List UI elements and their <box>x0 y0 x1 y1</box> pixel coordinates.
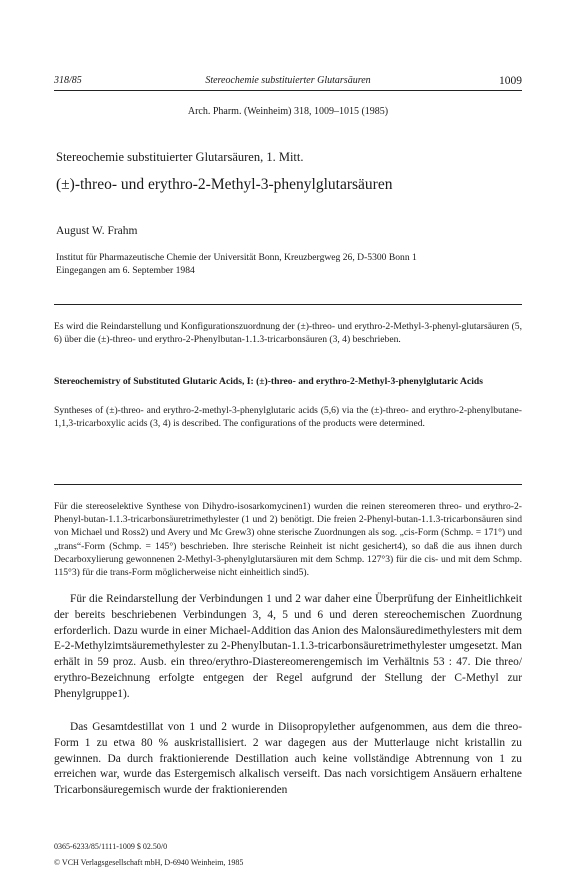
running-title: Stereochemie substituierter Glutarsäuren <box>205 75 371 86</box>
received-date: Eingegangen am 6. September 1984 <box>56 264 195 276</box>
main-title: (±)-threo- und erythro-2-Methyl-3-phenylglutarsäuren <box>56 176 393 193</box>
abstract-top-rule <box>54 304 522 305</box>
copyright: © VCH Verlagsgesellschaft mbH, D-6940 Weinheim, 1985 <box>54 858 244 867</box>
abstract-german: Es wird die Reindarstellung und Konfigurationszuordnung der (±)-threo- und erythro-2-Methyl-3-phenyl-glutarsäuren (5, 6) über die (±)-threo- und erythro-2-Phenylbutan-1.1.3-tricarbonsäuren (3, 4) beschrieben. <box>54 321 522 346</box>
page-number: 1009 <box>499 75 522 87</box>
series-title: Stereochemie substituierter Glutarsäuren, 1. Mitt. <box>56 150 304 164</box>
abstract-bottom-rule <box>54 484 522 485</box>
header-rule <box>54 90 522 91</box>
issn-code: 0365-6233/85/1111-1009 $ 02.50/0 <box>54 842 168 851</box>
journal-volume: 318/85 <box>54 75 82 86</box>
english-title: Stereochemistry of Substituted Glutaric Acids, I: (±)-threo- and erythro-2-Methyl-3-phenylglutaric Acids <box>54 376 483 387</box>
citation: Arch. Pharm. (Weinheim) 318, 1009–1015 (1985) <box>187 106 389 117</box>
body-paragraph-3: Das Gesamtdestillat von 1 und 2 wurde in Diisopropylether aufgenommen, aus dem die threo-Form 1 zu etwa 80 % auskristallisiert. 2 war dagegen aus der Mutterlauge nicht kristallin zu gewinnen. Da durch fraktionierende Destillation auch keine vollständige Abtrennung von 1 zu erreichen war, wurde das Estergemisch alkalisch verseift. Das nach vorsichtigem Ansäuern erhaltene Tricarbonsäuregemisch wurde der fraktionierenden <box>54 721 522 797</box>
running-header <box>54 75 522 89</box>
abstract-english: Syntheses of (±)-threo- and erythro-2-methyl-3-phenylglutaric acids (5,6) via the (±)-threo- and erythro-2-phenylbutane-1,1,3-tricarboxylic acids (3, 4) is described. The configurations of the products were determined. <box>54 405 522 430</box>
body-paragraph-1: Für die stereoselektive Synthese von Dihydro-isosarkomycinen1) wurden die reinen stereomeren threo- und erythro-2-Phenyl-butan-1.1.3-tricarbonsäuretrimethylester (1 und 2) benötigt. Die freien 2-Phenyl-butan-1.1.3-tricarbonsäuren sind von Michael und Ross2) und Avery und Mc Grew3) ohne sterische Zuordnungen als sog. „cis-Form (Schmp. = 171°) und „trans“-Form (Schmp. = 145°) beschrieben. Ihre sterische Reinheit ist nicht gesichert4), so daß die aus ihnen durch Decarboxylierung gewonnenen 2-Methyl-3-phenylglutarsäuren mit dem Schmp. 127°3) für die cis- und mit dem Schmp. 115°3) für die trans-Form möglicherweise nicht einheitlich sind5). <box>54 501 522 579</box>
affiliation <box>56 252 526 277</box>
affiliation-address: Institut für Pharmazeutische Chemie der Universität Bonn, Kreuzbergweg 26, D-5300 Bonn 1 <box>56 252 417 263</box>
author: August W. Frahm <box>56 225 138 237</box>
body-paragraph-2: Für die Reindarstellung der Verbindungen 1 und 2 war daher eine Überprüfung der Einheitlichkeit der bereits beschriebenen Verbindungen 3, 4, 5 und 6 und deren stereochemischen Zuordnung erforderlich. Dazu wurde in einer Michael-Addition das Anion des Malonsäuredimethylesters mit dem E-2-Methylzimtsäuremethylester zu 2-Phenylbutan-1.1.3-tricarbonsäuretrimethylester umgesetzt. Man erhält in 59 proz. Ausb. ein threo/erythro-Diastereomerengemisch im Verhältnis 53 : 47. Die threo/ erythro-Bezeichnung erfolgte entgegen der Regel aufgrund der Stellung der C-Methyl zur Phenylgruppe1). <box>54 593 522 700</box>
